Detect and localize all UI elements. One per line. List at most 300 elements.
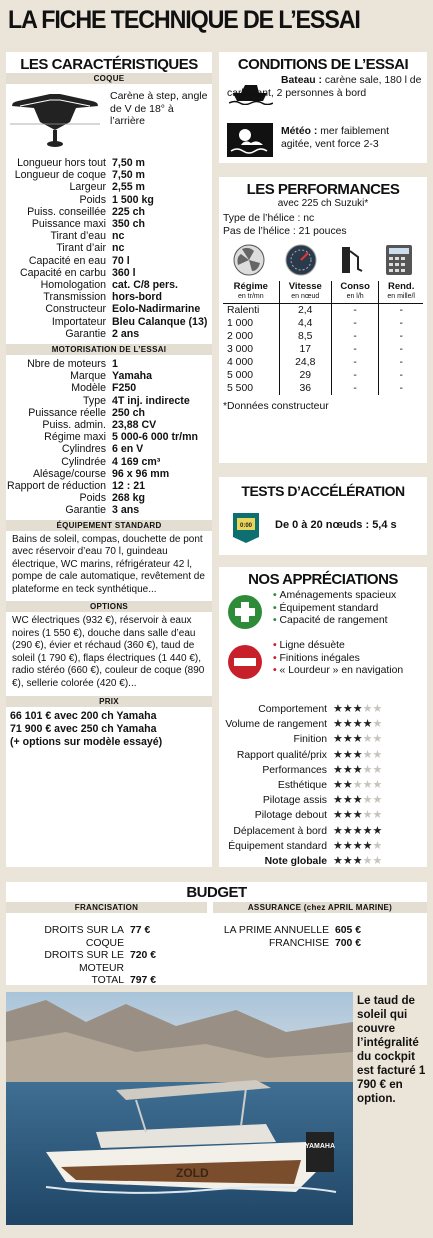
spec-label: Cylindrée bbox=[61, 455, 106, 468]
rating-stars bbox=[333, 839, 382, 854]
spec-row bbox=[6, 157, 212, 169]
budget-row bbox=[6, 950, 207, 975]
rating-stars bbox=[333, 717, 382, 732]
list-item bbox=[273, 615, 396, 628]
rating-row bbox=[219, 732, 427, 747]
star-icon: ★ bbox=[342, 794, 353, 807]
spec-label: Rapport de réduction bbox=[7, 480, 106, 493]
spec-row bbox=[6, 370, 212, 382]
equipement-label: ÉQUIPEMENT STANDARD bbox=[6, 520, 212, 531]
spec-value: 268 kg bbox=[112, 492, 145, 505]
prix-label: PRIX bbox=[6, 696, 212, 707]
spec-label: Largeur bbox=[69, 181, 106, 194]
perf-cell: - bbox=[331, 343, 378, 356]
options-text: WC électriques (932 €), réservoir à eaux noires (1 550 €), douche dans salle d’eau (290 €), évier et réchaud (360 €), taud de soleil (1 790 €), flaps électriques (1 440 €), radio stéréo (660 €), couleur de coque (890 €), sellerie colorée (420 €)... bbox=[12, 615, 205, 689]
star-icon: ★ bbox=[333, 839, 343, 852]
motorisation-label: MOTORISATION DE L’ESSAI bbox=[6, 344, 212, 355]
perf-column-header bbox=[331, 281, 378, 304]
assurance-section bbox=[213, 902, 427, 988]
table-row bbox=[223, 356, 423, 369]
spec-label: Nbre de moteurs bbox=[27, 358, 106, 371]
prix-line: 71 900 € avec 250 ch Yamaha bbox=[10, 723, 157, 736]
rating-label: Esthétique bbox=[277, 780, 327, 792]
star-icon: ★ bbox=[362, 779, 373, 792]
perf-cell: 8,5 bbox=[279, 330, 331, 343]
perf-cell: - bbox=[379, 330, 423, 343]
spec-label: Homologation bbox=[40, 279, 106, 292]
perf-cell: 29 bbox=[279, 369, 331, 382]
rating-label: Déplacement à bord bbox=[233, 825, 327, 837]
minus-icon bbox=[227, 644, 263, 680]
spec-row bbox=[6, 358, 212, 370]
star-icon: ★ bbox=[342, 779, 353, 792]
list-item-text: Équipement standard bbox=[279, 602, 379, 614]
fuel-pump-icon bbox=[336, 243, 366, 277]
spec-label: Garantie bbox=[65, 327, 106, 340]
spec-row bbox=[6, 443, 212, 455]
spec-label: Tirant d’air bbox=[56, 242, 106, 255]
budget-value: 797 € bbox=[130, 975, 157, 986]
perf-cell: - bbox=[379, 382, 423, 395]
star-icon: ★ bbox=[333, 794, 343, 807]
perf-cell: - bbox=[331, 369, 378, 382]
spec-value: Bleu Calanque (13) bbox=[112, 315, 208, 328]
equipement-text: Bains de soleil, compas, douchette de pont avec réservoir d’eau 70 l, guindeau électrique, WC marins, réfrigérateur 42 l, pompe de cale automatique, revêtement de plateforme en teck synthétique... bbox=[12, 533, 205, 595]
spec-label: Puiss. conseillée bbox=[27, 205, 106, 218]
budget-row bbox=[6, 975, 207, 988]
rating-row bbox=[219, 824, 427, 839]
spec-label: Poids bbox=[79, 492, 106, 505]
rating-row bbox=[219, 702, 427, 717]
spec-value: 4 169 cm³ bbox=[112, 455, 161, 468]
perf-column-unit: en mille/l bbox=[387, 293, 415, 300]
spec-label: Régime maxi bbox=[44, 431, 106, 444]
spec-label: Longueur de coque bbox=[14, 169, 106, 182]
calculator-icon bbox=[384, 243, 414, 277]
star-icon: ★ bbox=[352, 809, 363, 822]
spec-label: Type bbox=[83, 394, 106, 407]
budget-value: 720 € bbox=[130, 950, 157, 961]
star-icon: ★ bbox=[352, 748, 363, 761]
helice-type: Type de l’hélice : nc bbox=[223, 213, 315, 224]
perf-column-header bbox=[379, 281, 423, 304]
spec-value: cat. C/8 pers. bbox=[112, 279, 178, 292]
perf-column-title: Vitesse bbox=[288, 281, 322, 292]
rating-label: Rapport qualité/prix bbox=[236, 749, 327, 761]
spec-row bbox=[6, 468, 212, 480]
spec-value: F250 bbox=[112, 382, 137, 395]
spec-row bbox=[6, 407, 212, 419]
rating-row bbox=[219, 748, 427, 763]
star-icon: ★ bbox=[342, 748, 353, 761]
table-row bbox=[223, 317, 423, 330]
star-icon: ★ bbox=[352, 779, 363, 792]
spec-label: Tirant d’eau bbox=[50, 230, 106, 243]
spec-label: Capacité en eau bbox=[28, 254, 106, 267]
list-item-text: Aménagements spacieux bbox=[279, 590, 397, 601]
perf-column-header bbox=[223, 281, 279, 304]
hull-lettering: ZOLD bbox=[176, 1166, 209, 1180]
spec-label: Importateur bbox=[51, 315, 106, 328]
perf-cell: - bbox=[331, 382, 378, 395]
spec-label: Poids bbox=[79, 193, 106, 206]
spec-row bbox=[6, 492, 212, 504]
spec-value: 1 500 kg bbox=[112, 193, 154, 206]
star-icon: ★ bbox=[362, 703, 373, 715]
assurance-list bbox=[213, 913, 427, 950]
spec-label: Constructeur bbox=[45, 303, 106, 316]
meteo-text bbox=[281, 125, 421, 151]
spec-value: 6 en V bbox=[112, 443, 144, 456]
perf-column-title: Rend. bbox=[387, 281, 415, 292]
star-icon: ★ bbox=[362, 794, 373, 807]
star-icon: ★ bbox=[333, 763, 343, 776]
acceleration-text: De 0 à 20 nœuds : 5,4 s bbox=[275, 519, 397, 531]
star-icon: ★ bbox=[352, 703, 363, 715]
rating-label: Pilotage assis bbox=[262, 795, 327, 807]
perf-cell: - bbox=[331, 317, 378, 330]
star-icon: ★ bbox=[352, 855, 363, 868]
spec-label: Puiss. admin. bbox=[42, 419, 106, 432]
perf-column-title: Conso bbox=[340, 281, 370, 292]
prix-line: (+ options sur modèle essayé) bbox=[10, 736, 163, 749]
rating-stars bbox=[333, 748, 382, 763]
ratings-list bbox=[219, 702, 427, 869]
perf-cell: 2 000 bbox=[227, 331, 254, 342]
francisation-section bbox=[6, 902, 207, 988]
star-icon: ★ bbox=[372, 794, 383, 807]
rating-label: Performances bbox=[262, 764, 327, 776]
list-item-text: Capacité de rangement bbox=[279, 615, 388, 626]
bullet-icon: • bbox=[273, 602, 280, 614]
spec-row bbox=[6, 504, 212, 516]
spec-row bbox=[6, 279, 212, 291]
perf-cell: 5 000 bbox=[227, 370, 254, 381]
performances-heading: LES PERFORMANCES bbox=[246, 181, 400, 198]
page-title: LA FICHE TECHNIQUE DE L’ESSAI bbox=[8, 6, 360, 34]
spec-value: 2,55 m bbox=[112, 181, 145, 194]
rating-label: Finition bbox=[293, 734, 327, 746]
star-icon: ★ bbox=[362, 748, 373, 761]
star-icon: ★ bbox=[372, 824, 383, 837]
performances-panel bbox=[219, 177, 427, 463]
rating-stars bbox=[333, 854, 382, 869]
spec-row bbox=[6, 316, 212, 328]
star-icon: ★ bbox=[342, 809, 353, 822]
star-icon: ★ bbox=[333, 733, 343, 746]
star-icon: ★ bbox=[333, 703, 343, 715]
bullet-icon: • bbox=[273, 590, 280, 601]
budget-heading: BUDGET bbox=[186, 884, 247, 901]
hull-diagram-icon bbox=[10, 90, 100, 150]
list-item-text: « Lourdeur » en navigation bbox=[279, 665, 404, 676]
rating-row bbox=[219, 793, 427, 808]
star-icon: ★ bbox=[342, 703, 353, 715]
minus-list bbox=[273, 640, 403, 678]
perf-cell: 2,4 bbox=[279, 304, 331, 318]
star-icon: ★ bbox=[362, 839, 373, 852]
star-icon: ★ bbox=[362, 718, 373, 731]
star-icon: ★ bbox=[342, 824, 353, 837]
star-icon: ★ bbox=[342, 718, 353, 731]
spec-row bbox=[6, 382, 212, 394]
rating-row bbox=[219, 839, 427, 854]
caracteristiques-panel bbox=[6, 52, 212, 867]
acceleration-panel bbox=[219, 477, 427, 555]
prix-line: 66 101 € avec 200 ch Yamaha bbox=[10, 710, 157, 723]
star-icon: ★ bbox=[342, 733, 353, 746]
rating-stars bbox=[333, 808, 382, 823]
budget-value: 700 € bbox=[335, 937, 362, 949]
star-icon: ★ bbox=[352, 824, 363, 837]
rating-stars bbox=[333, 763, 382, 778]
spec-label: Capacité en carbu bbox=[20, 266, 106, 279]
svg-text:0:00: 0:00 bbox=[239, 523, 253, 529]
star-icon: ★ bbox=[333, 748, 343, 761]
spec-row bbox=[6, 169, 212, 181]
star-icon: ★ bbox=[372, 855, 383, 868]
star-icon: ★ bbox=[352, 794, 363, 807]
spec-row bbox=[6, 303, 212, 315]
perf-cell: Ralenti bbox=[227, 305, 260, 316]
rating-stars bbox=[333, 702, 382, 717]
star-icon: ★ bbox=[362, 824, 373, 837]
spec-row bbox=[6, 431, 212, 443]
table-row bbox=[223, 343, 423, 356]
spec-row bbox=[6, 194, 212, 206]
table-row bbox=[223, 304, 423, 318]
bateau-label: Bateau : bbox=[281, 75, 322, 86]
spec-value: 1 bbox=[112, 358, 118, 371]
spec-value: 23,88 CV bbox=[112, 419, 157, 432]
perf-cell: 36 bbox=[279, 382, 331, 395]
star-icon: ★ bbox=[362, 733, 373, 746]
rating-label: Volume de rangement bbox=[225, 719, 327, 731]
perf-cell: - bbox=[331, 330, 378, 343]
spec-row bbox=[6, 255, 212, 267]
spec-row bbox=[6, 480, 212, 492]
list-item bbox=[273, 653, 403, 666]
spec-value: hors-bord bbox=[112, 291, 163, 304]
star-icon: ★ bbox=[333, 718, 343, 731]
spec-row bbox=[6, 206, 212, 218]
spec-value: 7,50 m bbox=[112, 169, 145, 182]
spec-label: Longueur hors tout bbox=[17, 157, 106, 169]
rating-row bbox=[219, 763, 427, 778]
star-icon: ★ bbox=[333, 824, 343, 837]
perf-cell: 4 000 bbox=[227, 357, 254, 368]
star-icon: ★ bbox=[362, 855, 373, 868]
list-item bbox=[273, 603, 396, 616]
spec-label: Marque bbox=[70, 370, 106, 383]
spec-row bbox=[6, 456, 212, 468]
plus-list bbox=[273, 590, 396, 628]
prix-list bbox=[6, 707, 212, 752]
boat-photo-image bbox=[6, 992, 353, 1225]
spec-value: nc bbox=[112, 230, 125, 243]
spec-value: 70 l bbox=[112, 254, 130, 267]
perf-cell: - bbox=[379, 304, 423, 318]
spec-value: Eolo-Nadirmarine bbox=[112, 303, 201, 316]
plus-icon bbox=[227, 594, 263, 630]
perf-cell: 1 000 bbox=[227, 318, 254, 329]
perf-cell: 5 500 bbox=[227, 383, 254, 394]
star-icon: ★ bbox=[333, 809, 343, 822]
star-icon: ★ bbox=[342, 855, 353, 868]
spec-row bbox=[6, 230, 212, 242]
perf-column-unit: en nœud bbox=[291, 293, 320, 300]
list-item bbox=[273, 665, 403, 678]
photo-caption: Le taud de soleil qui couvre l’intégralité du cockpit est facturé 1 790 € en option. bbox=[357, 994, 426, 1105]
motor-list bbox=[6, 358, 212, 517]
caracteristiques-heading: LES CARACTÉRISTIQUES bbox=[20, 56, 198, 73]
budget-value: 605 € bbox=[335, 925, 362, 936]
table-row bbox=[223, 369, 423, 382]
francisation-list bbox=[6, 913, 207, 988]
hull-description: Carène à step, angle de V de 18° à l’arrière bbox=[110, 90, 208, 127]
spec-label: Alésage/course bbox=[32, 467, 106, 480]
star-icon: ★ bbox=[372, 703, 383, 715]
budget-row bbox=[213, 938, 427, 951]
assurance-label: ASSURANCE (chez APRIL MARINE) bbox=[213, 902, 427, 913]
footnote: *Données constructeur bbox=[223, 401, 329, 412]
spec-value: 7,50 m bbox=[112, 157, 145, 169]
spec-value: 350 ch bbox=[112, 218, 145, 231]
star-icon: ★ bbox=[372, 733, 383, 746]
perf-cell: - bbox=[331, 304, 378, 318]
star-icon: ★ bbox=[352, 839, 363, 852]
spec-label: Transmission bbox=[43, 291, 106, 304]
star-icon: ★ bbox=[372, 748, 383, 761]
rating-label: Comportement bbox=[258, 704, 327, 715]
spec-label: Modèle bbox=[71, 382, 106, 395]
helice-pas: Pas de l’hélice : 21 pouces bbox=[223, 226, 347, 237]
star-icon: ★ bbox=[333, 855, 343, 868]
perf-cell: - bbox=[331, 356, 378, 369]
spec-row bbox=[6, 181, 212, 193]
meteo-label: Météo : bbox=[281, 126, 318, 137]
list-item bbox=[273, 590, 396, 603]
acceleration-heading: TESTS D’ACCÉLÉRATION bbox=[241, 483, 405, 499]
perf-cell: 24,8 bbox=[279, 356, 331, 369]
star-icon: ★ bbox=[362, 763, 373, 776]
spec-value: 360 l bbox=[112, 266, 136, 279]
hull-section bbox=[6, 84, 212, 154]
perf-cell: - bbox=[379, 343, 423, 356]
performances-subheading: avec 225 ch Suzuki* bbox=[277, 198, 369, 209]
appreciations-panel bbox=[219, 567, 427, 867]
bullet-icon: • bbox=[273, 615, 280, 626]
coque-label: COQUE bbox=[6, 73, 212, 84]
spec-row bbox=[6, 242, 212, 254]
rating-row bbox=[219, 808, 427, 823]
propeller-icon bbox=[232, 243, 266, 277]
weather-icon bbox=[227, 123, 273, 157]
perf-column-title: Régime bbox=[233, 281, 268, 292]
engine-lettering: YAMAHA bbox=[304, 1143, 336, 1150]
bullet-icon: • bbox=[273, 652, 280, 664]
star-icon: ★ bbox=[352, 733, 363, 746]
spec-value: 12 : 21 bbox=[112, 480, 145, 493]
spec-value: 2 ans bbox=[112, 327, 140, 340]
spec-label: Puissance maxi bbox=[31, 218, 106, 231]
star-icon: ★ bbox=[362, 809, 373, 822]
list-item-text: Ligne désuète bbox=[279, 640, 345, 651]
star-icon: ★ bbox=[372, 763, 383, 776]
spec-row bbox=[6, 291, 212, 303]
perf-cell: 17 bbox=[279, 343, 331, 356]
spec-label: Puissance réelle bbox=[28, 406, 106, 419]
star-icon: ★ bbox=[333, 779, 343, 792]
budget-label: TOTAL bbox=[91, 975, 124, 986]
rating-label: Note globale bbox=[264, 856, 327, 868]
list-item-text: Finitions inégales bbox=[279, 652, 360, 664]
star-icon: ★ bbox=[352, 763, 363, 776]
rating-stars bbox=[333, 824, 382, 839]
perf-cell: - bbox=[379, 369, 423, 382]
spec-value: nc bbox=[112, 242, 125, 255]
spec-row bbox=[6, 419, 212, 431]
star-icon: ★ bbox=[352, 718, 363, 731]
budget-label: LA PRIME ANNUELLE bbox=[223, 925, 329, 936]
francisation-label: FRANCISATION bbox=[6, 902, 207, 913]
spec-row bbox=[6, 218, 212, 230]
perf-cell: 3 000 bbox=[227, 344, 254, 355]
conditions-panel bbox=[219, 52, 427, 163]
bullet-icon: • bbox=[273, 640, 280, 651]
spec-value: 3 ans bbox=[112, 504, 140, 517]
spec-row bbox=[6, 328, 212, 340]
rating-row bbox=[219, 717, 427, 732]
rating-row bbox=[219, 854, 427, 869]
budget-label: DROITS SUR LE MOTEUR bbox=[44, 950, 124, 974]
budget-panel bbox=[6, 882, 427, 985]
table-row bbox=[223, 330, 423, 343]
spec-value: Yamaha bbox=[112, 370, 153, 383]
table-row bbox=[223, 382, 423, 395]
conditions-heading: CONDITIONS DE L’ESSAI bbox=[237, 56, 409, 73]
perf-column-unit: en tr/mn bbox=[237, 293, 264, 300]
meteo-value: mer faiblement agitée, vent force 2-3 bbox=[281, 126, 389, 150]
spec-value: 96 x 96 mm bbox=[112, 467, 170, 480]
budget-label: DROITS SUR LA COQUE bbox=[44, 925, 124, 949]
appreciations-heading: NOS APPRÉCIATIONS bbox=[248, 571, 398, 588]
bateau-value: carène sale, 180 l de carburant, 2 personnes à bord bbox=[227, 75, 422, 99]
rating-row bbox=[219, 778, 427, 793]
budget-value: 77 € bbox=[130, 925, 151, 936]
star-icon: ★ bbox=[372, 779, 383, 792]
perf-cell: - bbox=[379, 356, 423, 369]
speedometer-icon bbox=[284, 243, 318, 277]
performance-table bbox=[223, 281, 423, 395]
stopwatch-icon bbox=[229, 509, 263, 545]
spec-value: 4T inj. indirecte bbox=[112, 394, 190, 407]
perf-cell: - bbox=[379, 317, 423, 330]
perf-cell: 4,4 bbox=[279, 317, 331, 330]
spec-value: 250 ch bbox=[112, 406, 145, 419]
specs-list bbox=[6, 157, 212, 340]
options-label: OPTIONS bbox=[6, 601, 212, 612]
spec-label: Garantie bbox=[65, 504, 106, 517]
spec-label: Cylindres bbox=[61, 443, 106, 456]
star-icon: ★ bbox=[342, 839, 353, 852]
rating-stars bbox=[333, 793, 382, 808]
bullet-icon: • bbox=[273, 665, 280, 676]
budget-row bbox=[6, 925, 207, 950]
boat-photo bbox=[6, 992, 353, 1225]
star-icon: ★ bbox=[372, 718, 383, 731]
perf-column-unit: en l/h bbox=[346, 293, 364, 300]
